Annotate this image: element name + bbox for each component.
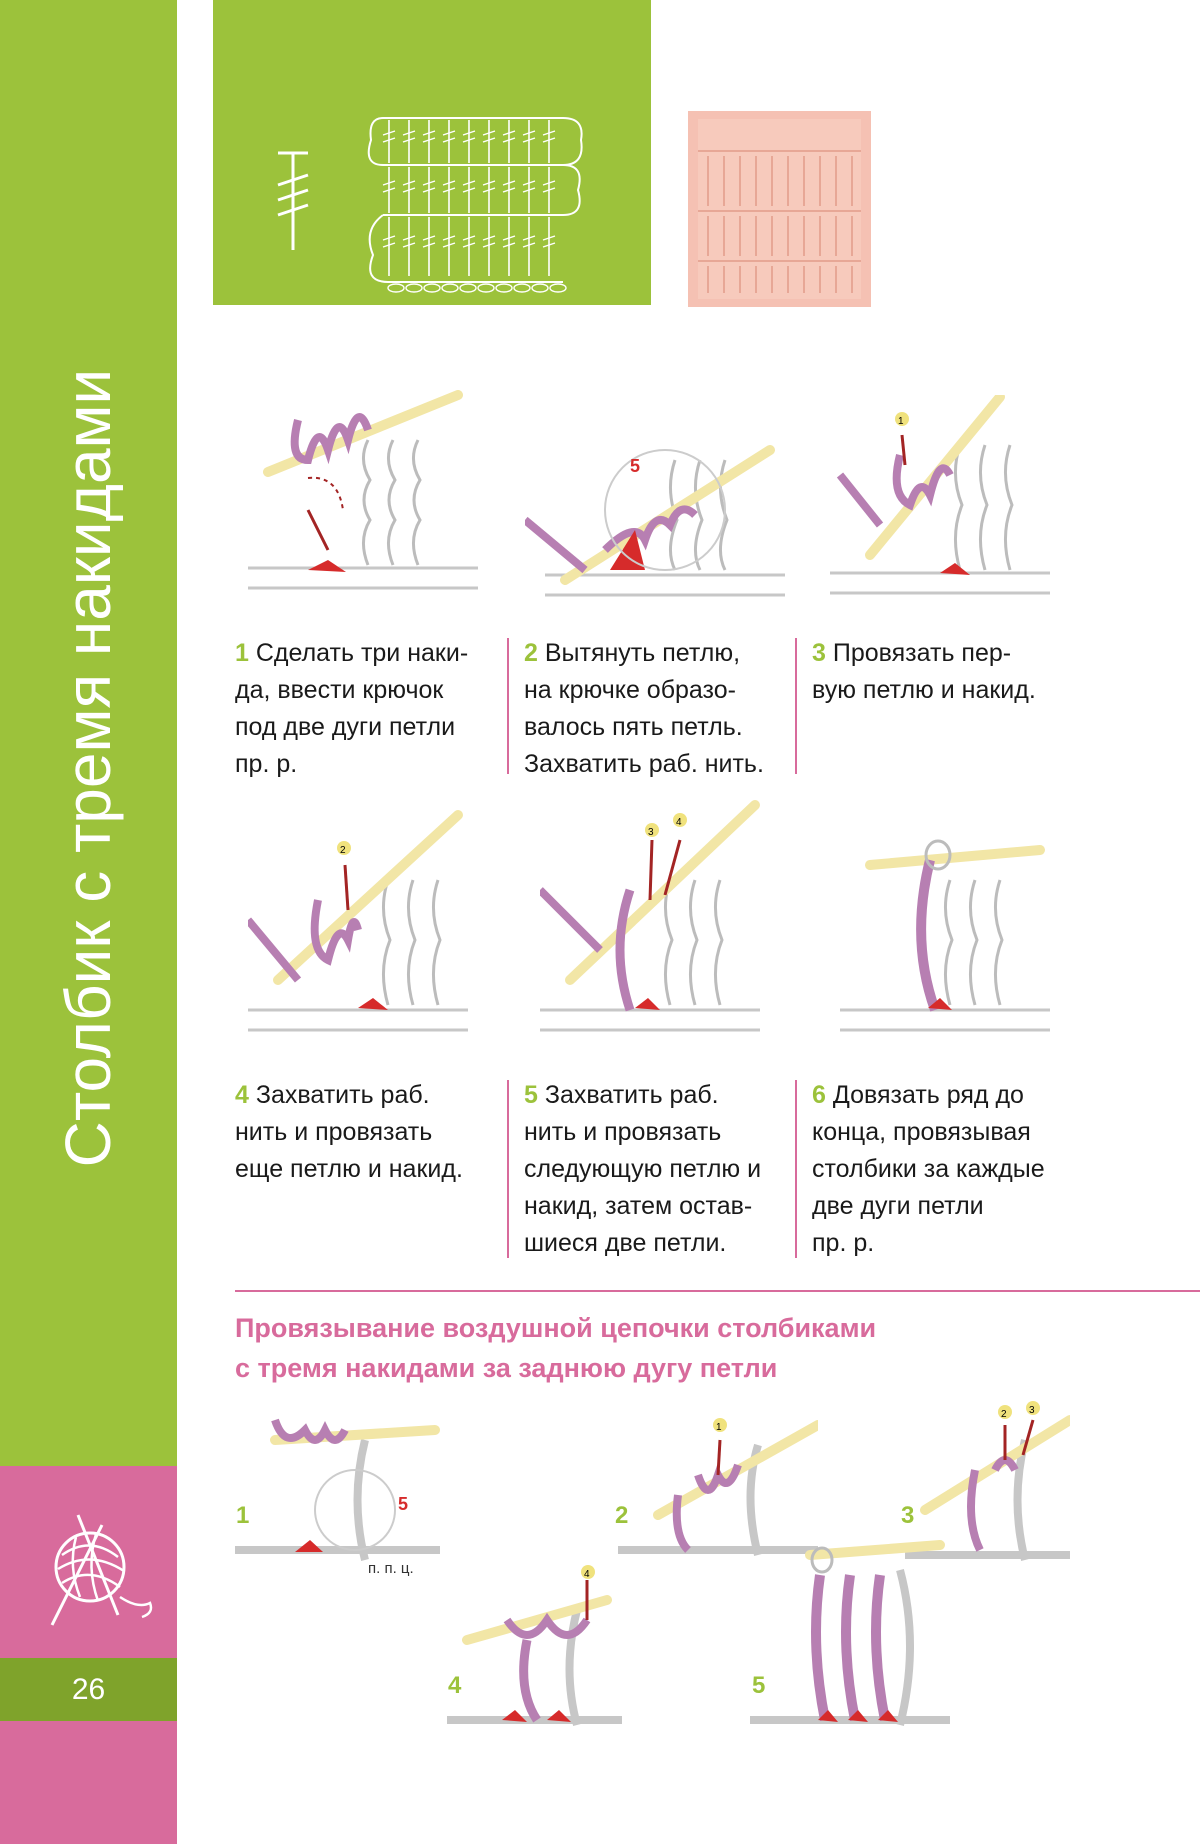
step-5-marker-a: 3	[648, 827, 654, 838]
section-divider	[235, 1290, 1200, 1292]
yarn-ball-icon	[38, 1505, 158, 1635]
step-5-marker-b: 4	[676, 817, 682, 828]
step-3-line: Провязать пер-	[832, 639, 1012, 667]
chain-step-4-illustration	[447, 1560, 622, 1735]
step-2-marker: 5	[630, 456, 641, 476]
chain-step-4-marker: 4	[584, 1569, 590, 1580]
step-5-number: 5	[524, 1081, 538, 1109]
step-4-line: нить и провязать	[235, 1118, 433, 1146]
step-6-number: 6	[812, 1081, 826, 1109]
step-2-line: Вытянуть петлю,	[544, 639, 741, 667]
step-4-marker: 2	[340, 845, 346, 856]
step-2-line: Захватить раб. нить.	[524, 750, 764, 778]
step-3-number: 3	[812, 639, 826, 667]
chain-note-label: п. п. ц.	[368, 1560, 414, 1577]
step-4-illustration	[248, 810, 468, 1047]
section-title-line-2: с тремя накидами за заднюю дугу петли	[235, 1353, 778, 1383]
step-1-line: пр. р.	[235, 750, 298, 778]
step-5-line: следующую петлю и	[524, 1155, 762, 1183]
step-6-line: столбики за каждые	[812, 1155, 1045, 1183]
chain-step-3-marker-b: 3	[1029, 1405, 1035, 1416]
step-4-number: 4	[235, 1081, 249, 1109]
column-divider	[507, 638, 509, 774]
chain-step-1-number: 1	[236, 1502, 250, 1529]
chapter-title: Столбик с тремя накидами	[52, 368, 124, 1168]
section-title	[235, 1308, 876, 1388]
step-5-line: накид, затем остав-	[524, 1192, 753, 1220]
step-5-line: шиеся две петли.	[524, 1229, 727, 1257]
step-2-number: 2	[524, 639, 538, 667]
chain-step-1-marker: 5	[398, 1494, 409, 1514]
chain-step-5-number: 5	[752, 1672, 766, 1699]
step-5-line: Захватить раб.	[544, 1081, 719, 1109]
step-1-illustration	[248, 390, 478, 608]
step-3-illustration	[830, 395, 1050, 607]
column-divider	[795, 1080, 797, 1258]
step-6-line: две дуги петли	[812, 1192, 984, 1220]
chain-step-1-illustration	[235, 1400, 440, 1580]
chain-step-3-marker-a: 2	[1001, 1409, 1007, 1420]
step-2-line: на крючке образо-	[524, 676, 736, 704]
chain-step-2-number: 2	[615, 1502, 629, 1529]
step-6-illustration	[840, 820, 1050, 1050]
step-3-text	[812, 635, 1036, 709]
step-5-illustration	[540, 800, 760, 1050]
chain-step-5-illustration	[750, 1525, 950, 1735]
chain-step-2-marker: 1	[716, 1422, 722, 1433]
page-number: 26	[71, 1673, 106, 1706]
step-3-marker: 1	[898, 416, 904, 427]
column-divider	[507, 1080, 509, 1258]
step-6-text	[812, 1077, 1045, 1262]
step-1-line: Сделать три наки-	[255, 639, 469, 667]
step-4-text	[235, 1077, 463, 1188]
step-6-line: конца, провязывая	[812, 1118, 1031, 1146]
step-4-line: еще петлю и накид.	[235, 1155, 463, 1183]
step-5-text	[524, 1077, 761, 1262]
step-6-line: пр. р.	[812, 1229, 875, 1257]
step-1-line: под две дуги петли	[235, 713, 456, 741]
chain-step-3-number: 3	[901, 1502, 915, 1529]
step-4-line: Захватить раб.	[255, 1081, 430, 1109]
step-6-line: Довязать ряд до	[832, 1081, 1024, 1109]
treble-crochet-symbol-icon	[213, 0, 651, 305]
swatch-photo	[688, 111, 871, 307]
step-1-line: да, ввести крючок	[235, 676, 444, 704]
step-1-number: 1	[235, 639, 249, 667]
column-divider	[795, 638, 797, 774]
step-1-text	[235, 635, 468, 783]
section-title-line-1: Провязывание воздушной цепочки столбиками	[235, 1313, 877, 1343]
step-2-line: валось пять петль.	[524, 713, 743, 741]
step-2-text	[524, 635, 764, 783]
chain-step-4-number: 4	[448, 1672, 462, 1699]
step-5-line: нить и провязать	[524, 1118, 722, 1146]
step-2-illustration	[525, 440, 785, 610]
step-3-line: вую петлю и накид.	[812, 676, 1036, 704]
symbol-chart-box	[213, 0, 651, 305]
